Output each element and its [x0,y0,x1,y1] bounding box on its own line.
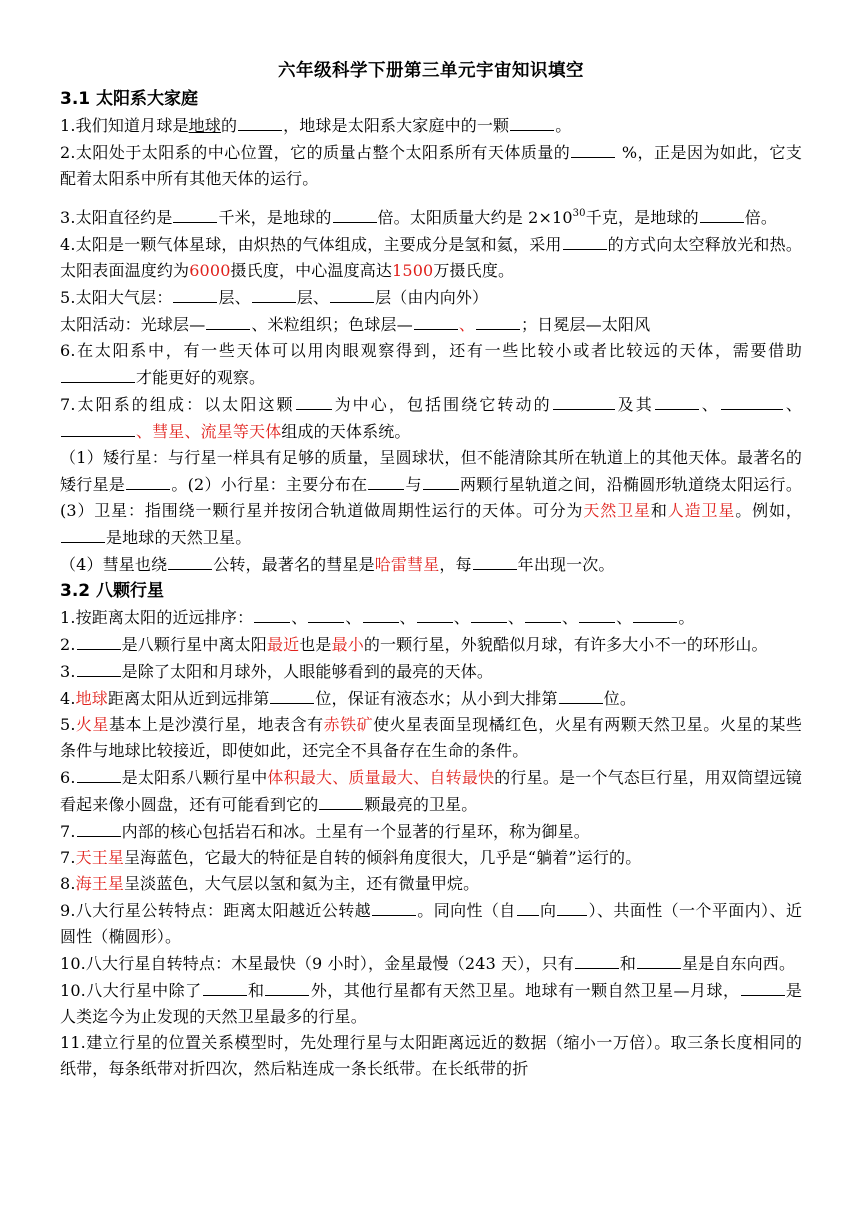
blank[interactable] [252,284,296,303]
question-3-2-10b: 10.八大行星中除了 和 外，其他行星都有天然卫星。地球有一颗自然卫星—月球， 是人类迄今为止发现的天然卫星最多的行星。 [60,977,802,1030]
blank[interactable] [571,139,615,158]
question-3-1-6: 6.在太阳系中，有一些天体可以用肉眼观察得到，还有一些比较小或者比较远的天体，需要借助才能更好的观察。 [60,341,802,387]
blank[interactable] [557,897,587,916]
question-3-2-2: 2. 是八颗行星中离太阳最近也是最小的一颗行星，外貌酷似月球，有许多大小不一的环形山。 [60,631,802,658]
blank[interactable] [168,551,212,570]
question-3-2-1: 1.按距离太阳的近远排序： 、 、 、 、 、 、 、 。 [60,604,802,631]
blank[interactable] [265,977,309,996]
blank[interactable] [330,284,374,303]
blank[interactable] [61,364,135,383]
blank[interactable] [637,950,681,969]
blank[interactable] [368,471,404,490]
blank[interactable] [308,604,344,623]
question-3-2-11: 11.建立行星的位置关系模型时，先处理行星与太阳距离远近的数据（缩小一万倍）。取三条长度相同的纸带，每条纸带对折四次，然后粘连成一条长纸带。在长纸带的折 [60,1033,802,1078]
blank[interactable] [476,311,520,330]
blank[interactable] [559,685,603,704]
blank[interactable] [270,685,314,704]
blank[interactable] [423,471,459,490]
question-3-1-7-comet: （4）彗星也绕 公转，最著名的彗星是哈雷彗星，每 年出现一次。 [60,551,802,578]
blank[interactable] [575,950,619,969]
blank[interactable] [414,311,458,330]
section-heading-3-2: 3.2 八颗行星 [60,581,165,601]
blank[interactable] [741,977,785,996]
question-3-2-10: 10.八大行星自转特点：木星最快（9 小时），金星最慢（243 天），只有 和 星是自东向西。 [60,950,802,977]
question-3-2-4: 4.地球距离太阳从近到远排第 位，保证有液态水；从小到大排第 位。 [60,685,802,712]
blank[interactable] [553,391,615,410]
blank[interactable] [517,897,539,916]
question-3-2-3: 3. 是除了太阳和月球外，人眼能够看到的最亮的天体。 [60,658,802,685]
worksheet-page [60,58,802,1082]
blank[interactable] [173,204,217,223]
blank[interactable] [655,391,699,410]
blank[interactable] [77,818,121,837]
blank[interactable] [319,791,363,810]
blank[interactable] [77,764,121,783]
blank[interactable] [579,604,615,623]
blank[interactable] [372,897,416,916]
blank[interactable] [238,112,282,131]
blank[interactable] [473,551,517,570]
question-3-1-4: 4.太阳是一颗气体星球，由炽热的气体组成，主要成分是氢和氦，采用 的方式向太空释放光和热。太阳表面温度约为6000摄氏度，中心温度高达1500万摄氏度。 [60,231,802,284]
blank[interactable] [206,311,250,330]
question-3-1-1: 1.我们知道月球是地球的 ，地球是太阳系大家庭中的一颗 。 [60,112,802,139]
question-3-2-uranus: 7.天王星呈海蓝色，它最大的特征是自转的倾斜角度很大，几乎是“躺着”运行的。 [60,848,642,867]
blank[interactable] [525,604,561,623]
blank[interactable] [471,604,507,623]
blank[interactable] [254,604,290,623]
question-3-1-7: 7.太阳系的组成：以太阳这颗 为中心，包括围绕它转动的 及其 、 、、彗星、流星等天体组成的天体系统。 [60,391,802,445]
question-3-1-7-sub: （1）矮行星：与行星一样具有足够的质量，呈圆球状，但不能清除其所在轨道上的其他天体。最著名的矮行星是 。(2）小行星：主要分布在 与 两颗行星轨道之间，沿椭圆形轨道绕太阳运行。(3）卫星：指围绕一颗行星并按闭合轨道做周期性运行的天体。可分为天然卫星和人造卫星。例如，是地球的天然卫星。 [60,448,802,547]
question-3-1-2: 2.太阳处于太阳系的中心位置，它的质量占整个太阳系所有天体质量的 %，正是因为如此，它支配着太阳系中所有其他天体的运行。 [60,139,802,192]
question-3-1-5b: 太阳活动：光球层— 、米粒组织；色球层— 、 ；日冕层—太阳风 [60,311,802,338]
section-heading-3-1: 3.1 太阳系大家庭 [60,89,199,109]
question-3-2-9: 9.八大行星公转特点：距离太阳越近公转越 。同向性（自 向 ）、共面性（一个平面内）、近圆性（椭圆形）。 [60,897,802,950]
question-3-1-5: 5.太阳大气层： 层、 层、 层（由内向外） [60,284,802,311]
blank[interactable] [417,604,453,623]
blank[interactable] [333,204,377,223]
blank[interactable] [77,658,121,677]
question-3-2-5: 5.火星基本上是沙漠行星，地表含有赤铁矿使火星表面呈现橘红色，火星有两颗天然卫星。火星的某些条件与地球比较接近，即使如此，还完全不具备存在生命的条件。 [60,715,803,760]
blank[interactable] [700,204,744,223]
blank[interactable] [363,604,399,623]
blank[interactable] [126,471,170,490]
blank[interactable] [563,231,607,250]
page-title: 六年级科学下册第三单元宇宙知识填空 [278,61,584,81]
blank[interactable] [173,284,217,303]
blank[interactable] [721,391,783,410]
blank[interactable] [296,391,332,410]
blank[interactable] [61,524,105,543]
question-3-1-3: 3.太阳直径约是 千米，是地球的 倍。太阳质量大约是 $2\times 10^{30}$千克，是地球的 倍。 [60,204,802,231]
blank[interactable] [77,631,121,650]
blank[interactable] [203,977,247,996]
blank[interactable] [633,604,677,623]
question-3-2-neptune: 8.海王星呈淡蓝色，大气层以氢和氦为主，还有微量甲烷。 [60,874,480,893]
blank[interactable] [61,418,135,437]
question-3-2-7: 7. 内部的核心包括岩石和冰。土星有一个显著的行星环，称为御星。 [60,818,802,845]
question-3-2-6: 6. 是太阳系八颗行星中体积最大、质量最大、自转最快的行星。是一个气态巨行星，用双筒望远镜看起来像小圆盘，还有可能看到它的 颗最亮的卫星。 [60,764,802,818]
blank[interactable] [510,112,554,131]
